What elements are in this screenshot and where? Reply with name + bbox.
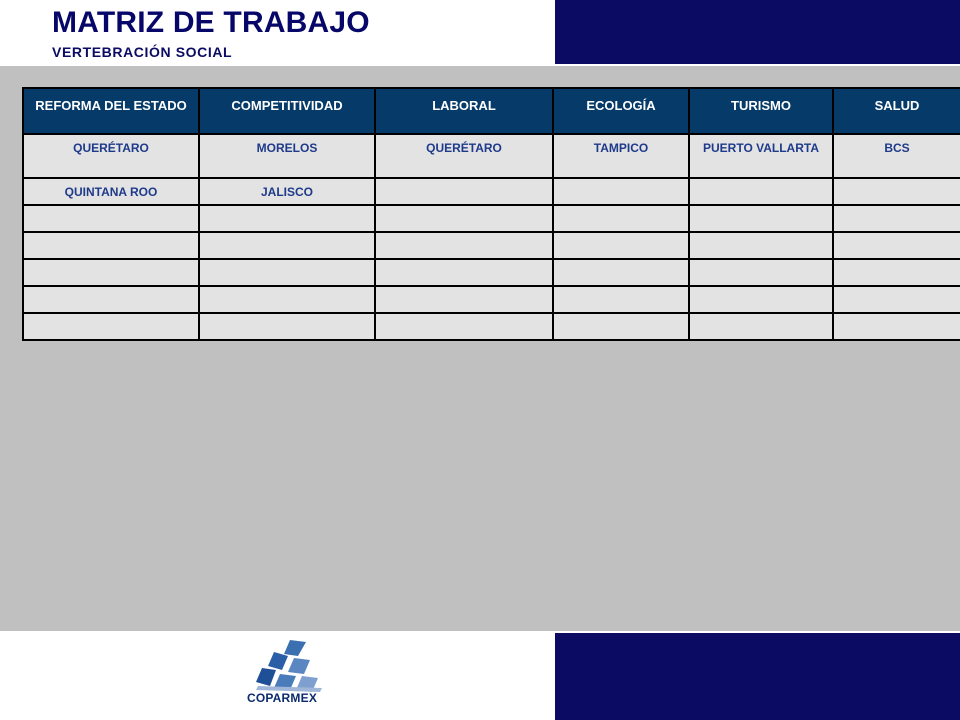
table-cell bbox=[23, 205, 199, 232]
table-cell bbox=[375, 259, 553, 286]
table-cell bbox=[833, 259, 960, 286]
work-matrix-table bbox=[22, 87, 960, 341]
table-cell bbox=[199, 259, 375, 286]
table-cell bbox=[375, 178, 553, 205]
column-header-salud: SALUD bbox=[833, 88, 960, 134]
table-cell: JALISCO bbox=[199, 178, 375, 205]
table-cell bbox=[689, 178, 833, 205]
table-cell bbox=[689, 259, 833, 286]
table-cell bbox=[553, 205, 689, 232]
footer-navy-block bbox=[555, 633, 960, 720]
table-cell bbox=[23, 232, 199, 259]
table-cell bbox=[833, 286, 960, 313]
table-cell bbox=[689, 205, 833, 232]
table-cell bbox=[833, 205, 960, 232]
table-cell: BCS bbox=[833, 134, 960, 178]
table-cell bbox=[689, 286, 833, 313]
column-header-reforma-del-estado: REFORMA DEL ESTADO bbox=[23, 88, 199, 134]
table-cell bbox=[689, 313, 833, 340]
table-cell bbox=[199, 313, 375, 340]
table-cell bbox=[199, 205, 375, 232]
table-cell bbox=[689, 232, 833, 259]
table-row bbox=[23, 313, 960, 340]
table-row bbox=[23, 232, 960, 259]
table-row bbox=[23, 286, 960, 313]
table-header-row bbox=[23, 88, 960, 134]
column-header-competitividad: COMPETITIVIDAD bbox=[199, 88, 375, 134]
column-header-laboral: LABORAL bbox=[375, 88, 553, 134]
table-cell bbox=[199, 286, 375, 313]
table-cell bbox=[199, 232, 375, 259]
table-cell bbox=[23, 286, 199, 313]
table-cell bbox=[833, 313, 960, 340]
table-cell bbox=[375, 205, 553, 232]
table-cell bbox=[375, 286, 553, 313]
table-cell bbox=[375, 313, 553, 340]
table-row bbox=[23, 259, 960, 286]
page-title: MATRIZ DE TRABAJO bbox=[52, 6, 370, 39]
page-subtitle: VERTEBRACIÓN SOCIAL bbox=[52, 44, 233, 60]
coparmex-logo-text: COPARMEX bbox=[246, 691, 318, 705]
table-cell: PUERTO VALLARTA bbox=[689, 134, 833, 178]
table-cell: TAMPICO bbox=[553, 134, 689, 178]
table-cell bbox=[833, 178, 960, 205]
table-cell bbox=[553, 178, 689, 205]
header-navy-block bbox=[555, 0, 960, 64]
table-cell bbox=[553, 259, 689, 286]
table-cell bbox=[553, 286, 689, 313]
table-row bbox=[23, 134, 960, 178]
table-cell bbox=[23, 259, 199, 286]
table-cell: QUERÉTARO bbox=[375, 134, 553, 178]
table-cell: QUERÉTARO bbox=[23, 134, 199, 178]
table-cell bbox=[833, 232, 960, 259]
column-header-turismo: TURISMO bbox=[689, 88, 833, 134]
table-cell bbox=[553, 232, 689, 259]
table-cell: QUINTANA ROO bbox=[23, 178, 199, 205]
table-cell: MORELOS bbox=[199, 134, 375, 178]
table-row bbox=[23, 178, 960, 205]
table-cell bbox=[23, 313, 199, 340]
table-cell bbox=[553, 313, 689, 340]
table-row bbox=[23, 205, 960, 232]
table-cell bbox=[375, 232, 553, 259]
column-header-ecologia: ECOLOGÍA bbox=[553, 88, 689, 134]
